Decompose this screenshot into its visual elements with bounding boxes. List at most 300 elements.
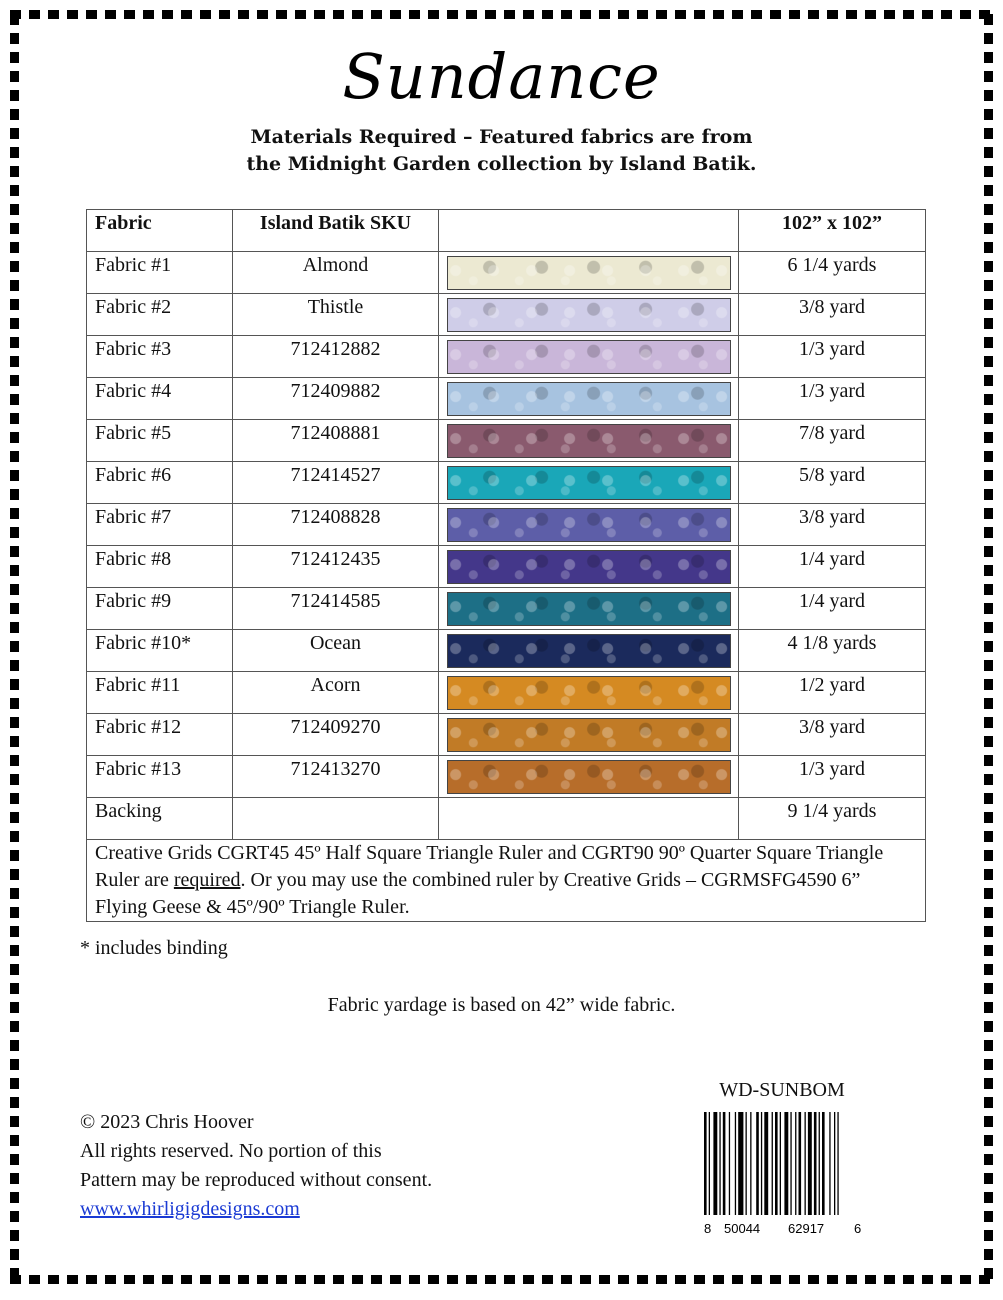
border-dash xyxy=(10,1021,19,1032)
table-row xyxy=(87,798,926,840)
border-dash xyxy=(984,242,993,253)
border-dash xyxy=(984,1230,993,1241)
barcode-bar xyxy=(799,1112,802,1215)
border-dash xyxy=(984,907,993,918)
border-dash xyxy=(10,1116,19,1127)
fabric-sku: Ocean xyxy=(233,630,439,672)
border-dash xyxy=(10,565,19,576)
border-dash xyxy=(751,10,762,19)
border-dash xyxy=(314,1275,325,1284)
border-dash xyxy=(984,622,993,633)
border-dash xyxy=(984,1059,993,1070)
border-dash xyxy=(10,774,19,785)
border-dash xyxy=(466,1275,477,1284)
ruler-note-before: Creative Grids CGRT45 45º Half Square Triangle Ruler and CGRT90 90º Quarter Square Triangle Ruler are xyxy=(95,842,884,891)
border-dash xyxy=(984,1097,993,1108)
border-dash xyxy=(984,831,993,842)
table-row xyxy=(87,420,926,462)
border-dash xyxy=(238,10,249,19)
barcode-bar xyxy=(819,1112,820,1215)
fabric-yardage: 6 1/4 yards xyxy=(739,252,926,294)
fabric-yardage: 9 1/4 yards xyxy=(739,798,926,840)
border-dash xyxy=(984,1249,993,1260)
border-dash xyxy=(984,812,993,823)
border-dash xyxy=(10,964,19,975)
barcode-bar xyxy=(746,1112,747,1215)
border-dash xyxy=(865,10,876,19)
binding-footnote: * includes binding xyxy=(80,937,228,959)
border-dash xyxy=(162,10,173,19)
fabric-swatch-cell xyxy=(439,798,739,840)
consent-line: Pattern may be reproduced without consent. xyxy=(80,1169,433,1191)
border-dash xyxy=(219,1275,230,1284)
border-dash xyxy=(124,1275,135,1284)
table-row xyxy=(87,756,926,798)
border-dash xyxy=(984,793,993,804)
fabric-swatch xyxy=(447,256,731,290)
border-dash xyxy=(10,413,19,424)
border-dash xyxy=(333,10,344,19)
border-dash xyxy=(10,603,19,614)
border-dash xyxy=(984,508,993,519)
border-dash xyxy=(984,413,993,424)
border-dash xyxy=(599,1275,610,1284)
fabric-swatch xyxy=(447,298,731,332)
border-dash xyxy=(618,10,629,19)
barcode-bar xyxy=(790,1112,791,1215)
border-dash xyxy=(984,1040,993,1051)
border-dash xyxy=(846,1275,857,1284)
barcode-bar xyxy=(808,1112,812,1215)
fabric-yardage: 4 1/8 yards xyxy=(739,630,926,672)
border-dash xyxy=(618,1275,629,1284)
fabric-yardage: 1/3 yard xyxy=(739,336,926,378)
barcode-bar xyxy=(709,1112,710,1215)
ruler-note-after: . Or you may use the combined ruler by Creative Grids – CGRMSFG4590 6” Flying Geese & 45º/90º Triangle Ruler. xyxy=(95,869,861,918)
border-dash xyxy=(10,1249,19,1260)
border-dash xyxy=(238,1275,249,1284)
fabric-sku: 712413270 xyxy=(233,756,439,798)
border-dash xyxy=(713,1275,724,1284)
border-dash xyxy=(10,223,19,234)
fabric-swatch-cell xyxy=(439,630,739,672)
barcode-digit-4: 6 xyxy=(854,1221,862,1236)
border-dash xyxy=(732,1275,743,1284)
fabric-name: Fabric #5 xyxy=(87,420,233,462)
border-dash xyxy=(10,318,19,329)
fabric-yardage: 1/4 yard xyxy=(739,588,926,630)
border-dash xyxy=(219,10,230,19)
table-row xyxy=(87,378,926,420)
barcode-digits-3: 62917 xyxy=(788,1221,825,1236)
fabric-yardage: 1/3 yard xyxy=(739,756,926,798)
table-row xyxy=(87,714,926,756)
barcode-bar xyxy=(729,1112,730,1215)
border-dash xyxy=(10,1040,19,1051)
border-dash xyxy=(10,356,19,367)
border-dash xyxy=(732,10,743,19)
border-dash xyxy=(903,1275,914,1284)
border-dash xyxy=(105,10,116,19)
barcode-bar xyxy=(704,1112,707,1215)
barcode-bar xyxy=(784,1112,788,1215)
fabric-yardage: 5/8 yard xyxy=(739,462,926,504)
table-row xyxy=(87,672,926,714)
border-dash xyxy=(428,1275,439,1284)
border-dash xyxy=(10,660,19,671)
border-dash xyxy=(10,185,19,196)
border-dash xyxy=(789,10,800,19)
barcode-bar xyxy=(805,1112,806,1215)
fabric-swatch-cell xyxy=(439,714,739,756)
fabric-sku: 712408881 xyxy=(233,420,439,462)
border-dash xyxy=(48,10,59,19)
border-dash xyxy=(314,10,325,19)
fabric-swatch xyxy=(447,634,731,668)
fabric-yardage: 1/4 yard xyxy=(739,546,926,588)
barcode-bar xyxy=(795,1112,796,1215)
border-dash xyxy=(276,10,287,19)
border-dash xyxy=(922,10,933,19)
border-dash xyxy=(984,527,993,538)
table-row xyxy=(87,252,926,294)
barcode-bar xyxy=(713,1112,717,1215)
border-dash xyxy=(770,1275,781,1284)
border-dash xyxy=(10,926,19,937)
fabric-swatch xyxy=(447,340,731,374)
border-dash xyxy=(67,1275,78,1284)
border-dash xyxy=(984,356,993,367)
border-dash xyxy=(10,850,19,861)
border-dash xyxy=(637,1275,648,1284)
border-dash xyxy=(48,1275,59,1284)
border-dash xyxy=(984,1135,993,1146)
border-dash xyxy=(10,508,19,519)
border-dash xyxy=(984,280,993,291)
fabric-swatch-cell xyxy=(439,252,739,294)
border-dash xyxy=(984,375,993,386)
border-dash xyxy=(808,10,819,19)
border-dash xyxy=(984,1211,993,1222)
fabric-yardage: 7/8 yard xyxy=(739,420,926,462)
border-dash xyxy=(984,337,993,348)
border-dash xyxy=(447,10,458,19)
border-dash xyxy=(10,831,19,842)
barcode-bar xyxy=(772,1112,773,1215)
barcode-bar xyxy=(761,1112,762,1215)
border-dash xyxy=(984,774,993,785)
fabric-swatch-cell xyxy=(439,756,739,798)
border-dash xyxy=(984,945,993,956)
border-dash xyxy=(10,679,19,690)
border-dash xyxy=(903,10,914,19)
fabric-sku: 712409270 xyxy=(233,714,439,756)
border-dash xyxy=(984,603,993,614)
subtitle-line-1: Materials Required – Featured fabrics are from xyxy=(250,126,753,148)
border-dash xyxy=(984,1173,993,1184)
table-row xyxy=(87,462,926,504)
border-dash xyxy=(984,185,993,196)
border-dash xyxy=(984,565,993,576)
border-dash xyxy=(10,1230,19,1241)
fabric-name: Fabric #8 xyxy=(87,546,233,588)
border-dash xyxy=(984,223,993,234)
border-dash xyxy=(694,10,705,19)
border-dash xyxy=(295,1275,306,1284)
fabric-sku: 712414527 xyxy=(233,462,439,504)
border-dash xyxy=(143,10,154,19)
border-dash xyxy=(984,1268,993,1279)
fabric-sku: 712412435 xyxy=(233,546,439,588)
fabric-swatch xyxy=(447,508,731,542)
border-dash xyxy=(960,10,971,19)
border-dash xyxy=(984,1116,993,1127)
fabric-swatch xyxy=(447,424,731,458)
border-dash xyxy=(162,1275,173,1284)
border-dash xyxy=(10,394,19,405)
ruler-note-emphasis: required xyxy=(173,869,241,891)
border-dash xyxy=(637,10,648,19)
border-dash xyxy=(485,10,496,19)
border-dash xyxy=(10,1097,19,1108)
border-dash xyxy=(10,888,19,899)
barcode-digit-1: 8 xyxy=(704,1221,712,1236)
fabric-swatch xyxy=(447,592,731,626)
border-dash xyxy=(10,584,19,595)
border-dash xyxy=(409,1275,420,1284)
barcode-bar xyxy=(738,1112,743,1215)
border-dash xyxy=(561,1275,572,1284)
fabric-name: Fabric #13 xyxy=(87,756,233,798)
border-dash xyxy=(86,10,97,19)
border-dash xyxy=(10,1078,19,1089)
border-dash xyxy=(10,242,19,253)
fabric-name: Fabric #11 xyxy=(87,672,233,714)
border-dash xyxy=(10,1192,19,1203)
border-dash xyxy=(10,546,19,557)
border-dash xyxy=(29,1275,40,1284)
table-row xyxy=(87,504,926,546)
border-dash xyxy=(10,1268,19,1279)
border-dash xyxy=(181,1275,192,1284)
border-dash xyxy=(10,812,19,823)
border-dash xyxy=(984,698,993,709)
border-dash xyxy=(200,1275,211,1284)
border-dash xyxy=(10,1059,19,1070)
border-dash xyxy=(200,10,211,19)
border-dash xyxy=(884,1275,895,1284)
border-dash xyxy=(922,1275,933,1284)
border-dash xyxy=(984,489,993,500)
barcode-bar xyxy=(719,1112,720,1215)
yardage-note: Fabric yardage is based on 42” wide fabric. xyxy=(327,994,676,1016)
border-dash xyxy=(10,375,19,386)
fabric-name: Fabric #2 xyxy=(87,294,233,336)
ruler-note xyxy=(87,840,926,922)
border-dash xyxy=(10,432,19,443)
border-dash xyxy=(447,1275,458,1284)
border-dash xyxy=(10,261,19,272)
border-dash xyxy=(10,1154,19,1165)
border-dash xyxy=(10,755,19,766)
border-dash xyxy=(10,1173,19,1184)
barcode-bar xyxy=(829,1112,830,1215)
barcode-bar xyxy=(837,1112,838,1215)
copyright-block xyxy=(80,1108,432,1224)
border-dash xyxy=(984,546,993,557)
fabric-sku: Thistle xyxy=(233,294,439,336)
border-dash xyxy=(428,10,439,19)
fabric-yardage: 1/3 yard xyxy=(739,378,926,420)
table-header-row xyxy=(87,210,926,252)
border-dash xyxy=(984,850,993,861)
fabric-sku: Acorn xyxy=(233,672,439,714)
fabric-swatch xyxy=(447,676,731,710)
border-dash xyxy=(656,1275,667,1284)
border-dash xyxy=(10,698,19,709)
border-dash xyxy=(984,1078,993,1089)
border-dash xyxy=(984,261,993,272)
border-dash xyxy=(10,983,19,994)
border-dash xyxy=(984,660,993,671)
border-dash xyxy=(485,1275,496,1284)
fabric-name: Fabric #6 xyxy=(87,462,233,504)
border-dash xyxy=(984,641,993,652)
header-swatch xyxy=(439,210,739,252)
header-sku: Island Batik SKU xyxy=(233,210,439,252)
border-dash xyxy=(466,10,477,19)
border-dash xyxy=(827,1275,838,1284)
border-dash xyxy=(542,1275,553,1284)
border-dash xyxy=(984,1154,993,1165)
border-dash xyxy=(984,869,993,880)
fabric-swatch-cell xyxy=(439,294,739,336)
border-dash xyxy=(960,1275,971,1284)
fabric-sku: 712408828 xyxy=(233,504,439,546)
border-dash xyxy=(10,907,19,918)
barcode-bar xyxy=(822,1112,825,1215)
barcode-bar xyxy=(775,1112,778,1215)
border-dash xyxy=(371,10,382,19)
border-dash xyxy=(10,641,19,652)
fabric-swatch-cell xyxy=(439,420,739,462)
border-dash xyxy=(542,10,553,19)
fabric-sku xyxy=(233,798,439,840)
border-dash xyxy=(86,1275,97,1284)
border-dash xyxy=(984,926,993,937)
border-dash xyxy=(984,451,993,462)
fabric-yardage: 3/8 yard xyxy=(739,714,926,756)
border-dash xyxy=(984,964,993,975)
border-dash xyxy=(846,10,857,19)
fabric-yardage: 3/8 yard xyxy=(739,294,926,336)
ruler-note-row xyxy=(87,840,926,922)
table-row xyxy=(87,546,926,588)
header-fabric: Fabric xyxy=(87,210,233,252)
fabric-sku: 712412882 xyxy=(233,336,439,378)
border-dash xyxy=(599,10,610,19)
border-dash xyxy=(827,10,838,19)
border-dash xyxy=(984,1021,993,1032)
border-dash xyxy=(523,10,534,19)
pattern-title: Sundance xyxy=(342,40,661,113)
border-dash xyxy=(10,204,19,215)
border-dash xyxy=(504,1275,515,1284)
fabric-name: Backing xyxy=(87,798,233,840)
table-row xyxy=(87,630,926,672)
fabric-swatch xyxy=(447,466,731,500)
border-dash xyxy=(276,1275,287,1284)
border-dash xyxy=(523,1275,534,1284)
border-dash xyxy=(580,1275,591,1284)
border-dash xyxy=(865,1275,876,1284)
copyright-line: © 2023 Chris Hoover xyxy=(80,1111,254,1133)
barcode-bar xyxy=(723,1112,726,1215)
border-dash xyxy=(984,470,993,481)
fabric-swatch xyxy=(447,760,731,794)
materials-table xyxy=(86,209,926,922)
border-dash xyxy=(10,622,19,633)
border-dash xyxy=(884,10,895,19)
barcode-bar xyxy=(764,1112,768,1215)
border-dash xyxy=(504,10,515,19)
fabric-sku: Almond xyxy=(233,252,439,294)
fabric-swatch xyxy=(447,382,731,416)
fabric-swatch-cell xyxy=(439,546,739,588)
barcode-bar xyxy=(750,1112,751,1215)
border-dash xyxy=(10,337,19,348)
rights-line: All rights reserved. No portion of this xyxy=(80,1140,382,1162)
fabric-swatch xyxy=(447,718,731,752)
table-row xyxy=(87,294,926,336)
fabric-swatch-cell xyxy=(439,462,739,504)
border-dash xyxy=(257,1275,268,1284)
border-dash xyxy=(67,10,78,19)
border-dash xyxy=(257,10,268,19)
border-dash xyxy=(10,280,19,291)
border-dash xyxy=(10,14,19,25)
fabric-name: Fabric #10* xyxy=(87,630,233,672)
website-link[interactable]: www.whirligigdesigns.com xyxy=(80,1198,300,1220)
fabric-sku: 712414585 xyxy=(233,588,439,630)
subtitle-line-2: the Midnight Garden collection by Island Batik. xyxy=(246,153,757,175)
border-dash xyxy=(371,1275,382,1284)
fabric-yardage: 1/2 yard xyxy=(739,672,926,714)
barcode-bar xyxy=(834,1112,835,1215)
fabric-sku: 712409882 xyxy=(233,378,439,420)
border-dash xyxy=(105,1275,116,1284)
border-dash xyxy=(561,10,572,19)
barcode-bar xyxy=(756,1112,759,1215)
border-dash xyxy=(984,1192,993,1203)
border-dash xyxy=(409,10,420,19)
border-dash xyxy=(941,1275,952,1284)
fabric-swatch xyxy=(447,550,731,584)
border-dash xyxy=(10,717,19,728)
border-dash xyxy=(29,10,40,19)
border-dash xyxy=(580,10,591,19)
fabric-name: Fabric #3 xyxy=(87,336,233,378)
border-dash xyxy=(984,755,993,766)
table-row xyxy=(87,336,926,378)
barcode-bar xyxy=(735,1112,736,1215)
border-dash xyxy=(675,10,686,19)
border-dash xyxy=(295,10,306,19)
border-dash xyxy=(941,10,952,19)
border-dash xyxy=(984,736,993,747)
barcode-digits-2: 50044 xyxy=(724,1221,761,1236)
fabric-swatch-cell xyxy=(439,672,739,714)
